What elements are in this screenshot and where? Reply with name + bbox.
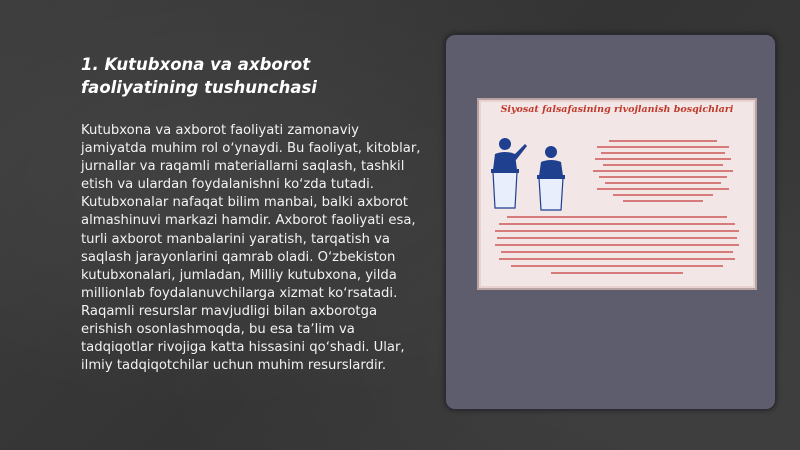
embedded-image-text-lower <box>491 216 743 282</box>
debate-podium-icon <box>487 134 573 214</box>
embedded-image-text-upper <box>579 140 747 208</box>
slide-title: 1. Kutubxona va axborot faoliyatining tushunchasi <box>81 55 317 97</box>
embedded-document-image <box>477 98 757 290</box>
slide-body-text: Kutubxona va axborot faoliyati zamonaviy jamiyatda muhim rol oʻynaydi. Bu faoliyat, kitoblar, jurnallar va raqamli materiallarni saqlash, tashkil etish va ulardan foydalanishni koʻzda tutadi. Kutubxonalar nafaqat bilim manbai, balki axborot almashinuvi markazi hamdir. Axborot faoliyati esa, turli axborot manbalarini yaratish, tarqatish va saqlash jarayonlarini qamrab oladi. Oʻzbekiston kutubxonalari, jumladan, Milliy kutubxona, yilda millionlab foydalanuvchilarga xizmat koʻrsatadi. Raqamli resurslar mavjudligi bilan axborotga erishish osonlashmoqda, bu esa taʼlim va tadqiqotlar rivojiga katta hissasini qoʻshadi. Ular, ilmiy tadqiqotchilar uchun muhim resurslardir. <box>81 123 421 374</box>
embedded-image-title: Siyosat falsafasining rivojlanish bosqichlari <box>500 104 734 115</box>
